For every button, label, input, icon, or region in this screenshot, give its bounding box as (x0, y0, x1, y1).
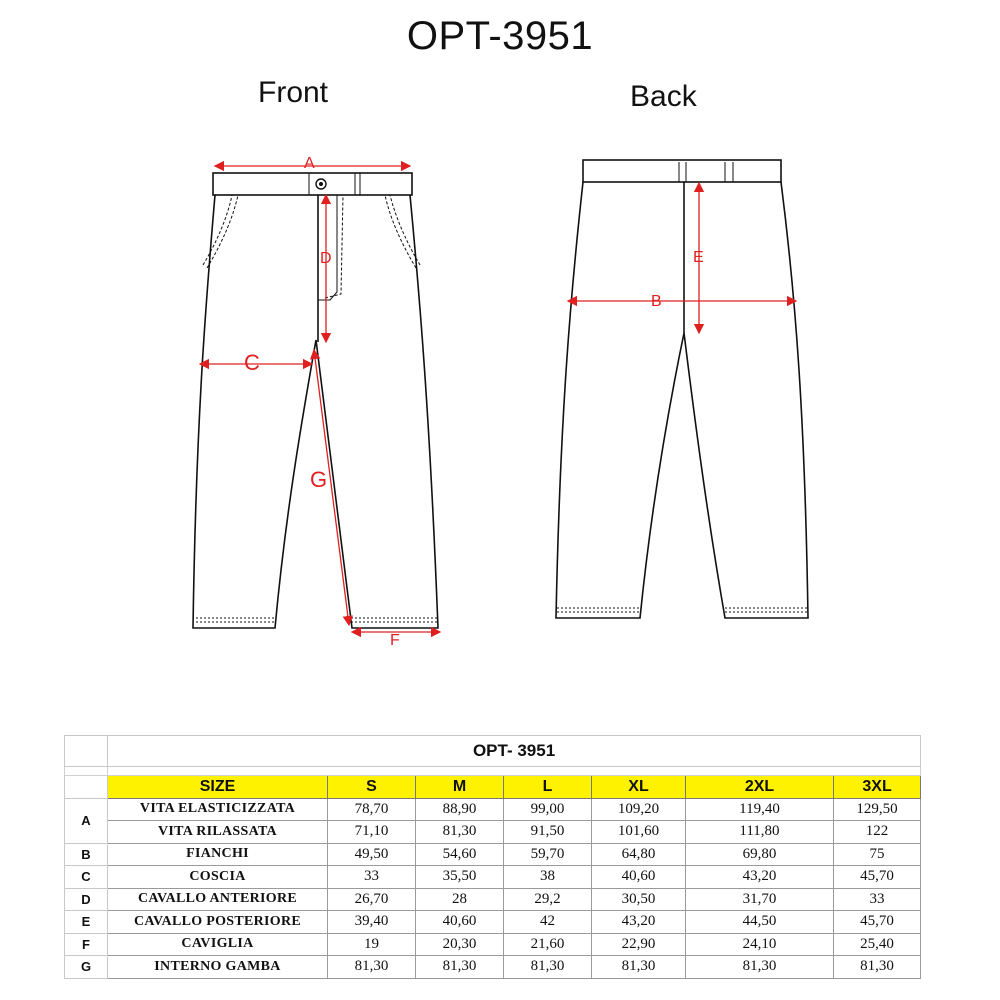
page-title: OPT-3951 (406, 14, 594, 58)
table-cell: 43,20 (592, 911, 686, 934)
table-row (65, 911, 921, 934)
row-measurement-name: INTERNO GAMBA (108, 956, 328, 979)
table-cell: 44,50 (686, 911, 834, 934)
table-cell: 42 (504, 911, 592, 934)
table-cell: 20,30 (416, 933, 504, 956)
table-cell: 75 (834, 843, 921, 866)
table-cell: 71,10 (328, 821, 416, 844)
table-cell: 101,60 (592, 821, 686, 844)
table-cell: 99,00 (504, 798, 592, 821)
front-button (316, 179, 326, 189)
table-cell: 109,20 (592, 798, 686, 821)
table-cell: 49,50 (328, 843, 416, 866)
row-letter: D (65, 888, 108, 911)
row-measurement-name: FIANCHI (108, 843, 328, 866)
table-cell: 31,70 (686, 888, 834, 911)
table-cell: 122 (834, 821, 921, 844)
row-letter: B (65, 843, 108, 866)
front-pants-outline (193, 173, 438, 628)
table-cell: 64,80 (592, 843, 686, 866)
table-cell: 54,60 (416, 843, 504, 866)
table-cell: 78,70 (328, 798, 416, 821)
table-title: OPT- 3951 (108, 736, 921, 767)
table-cell: 81,30 (328, 956, 416, 979)
front-view-label: Front (258, 76, 329, 109)
table-cell: 111,80 (686, 821, 834, 844)
table-cell: 28 (416, 888, 504, 911)
table-cell: 81,30 (504, 956, 592, 979)
table-cell: 22,90 (592, 933, 686, 956)
back-view-label: Back (630, 80, 697, 113)
header-2xl: 2XL (686, 776, 834, 799)
table-row (65, 843, 921, 866)
row-measurement-name: CAVIGLIA (108, 933, 328, 956)
table-cell: 81,30 (592, 956, 686, 979)
row-letter: A (65, 798, 108, 843)
table-cell: 39,40 (328, 911, 416, 934)
table-cell: 45,70 (834, 866, 921, 889)
marker-e: E (693, 249, 704, 266)
table-cell: 59,70 (504, 843, 592, 866)
row-measurement-name: CAVALLO ANTERIORE (108, 888, 328, 911)
row-letter: G (65, 956, 108, 979)
table-cell: 33 (328, 866, 416, 889)
table-cell: 129,50 (834, 798, 921, 821)
back-pants-outline (556, 160, 808, 618)
table-cell: 40,60 (416, 911, 504, 934)
table-cell: 81,30 (416, 956, 504, 979)
header-size: SIZE (108, 776, 328, 799)
marker-b: B (651, 293, 662, 310)
table-header-row (65, 776, 921, 799)
table-cell: 30,50 (592, 888, 686, 911)
row-measurement-name: VITA ELASTICIZZATA (108, 798, 328, 821)
table-cell: 81,30 (416, 821, 504, 844)
table-corner-cell (65, 736, 108, 767)
table-cell: 19 (328, 933, 416, 956)
marker-f: F (390, 632, 400, 649)
table-cell: 25,40 (834, 933, 921, 956)
table-row (65, 866, 921, 889)
table-cell: 40,60 (592, 866, 686, 889)
size-chart-table (64, 735, 921, 979)
table-cell: 43,20 (686, 866, 834, 889)
marker-c: C (244, 350, 260, 375)
table-cell: 119,40 (686, 798, 834, 821)
table-cell: 69,80 (686, 843, 834, 866)
table-cell: 91,50 (504, 821, 592, 844)
table-cell: 35,50 (416, 866, 504, 889)
header-3xl: 3XL (834, 776, 921, 799)
header-s: S (328, 776, 416, 799)
table-row (65, 888, 921, 911)
header-m: M (416, 776, 504, 799)
row-letter: E (65, 911, 108, 934)
table-cell: 33 (834, 888, 921, 911)
marker-d: D (320, 250, 332, 267)
marker-a: A (304, 155, 315, 172)
marker-g: G (310, 467, 328, 492)
table-cell: 24,10 (686, 933, 834, 956)
table-cell: 81,30 (834, 956, 921, 979)
table-cell: 38 (504, 866, 592, 889)
row-measurement-name: CAVALLO POSTERIORE (108, 911, 328, 934)
row-measurement-name: COSCIA (108, 866, 328, 889)
table-cell: 88,90 (416, 798, 504, 821)
table-cell: 81,30 (686, 956, 834, 979)
table-cell: 29,2 (504, 888, 592, 911)
row-measurement-name: VITA RILASSATA (108, 821, 328, 844)
table-row (65, 798, 921, 821)
table-row (65, 933, 921, 956)
row-letter: F (65, 933, 108, 956)
header-xl: XL (592, 776, 686, 799)
table-row (65, 821, 921, 844)
table-cell: 26,70 (328, 888, 416, 911)
table-row (65, 956, 921, 979)
row-letter: C (65, 866, 108, 889)
header-l: L (504, 776, 592, 799)
table-cell: 45,70 (834, 911, 921, 934)
table-cell: 21,60 (504, 933, 592, 956)
